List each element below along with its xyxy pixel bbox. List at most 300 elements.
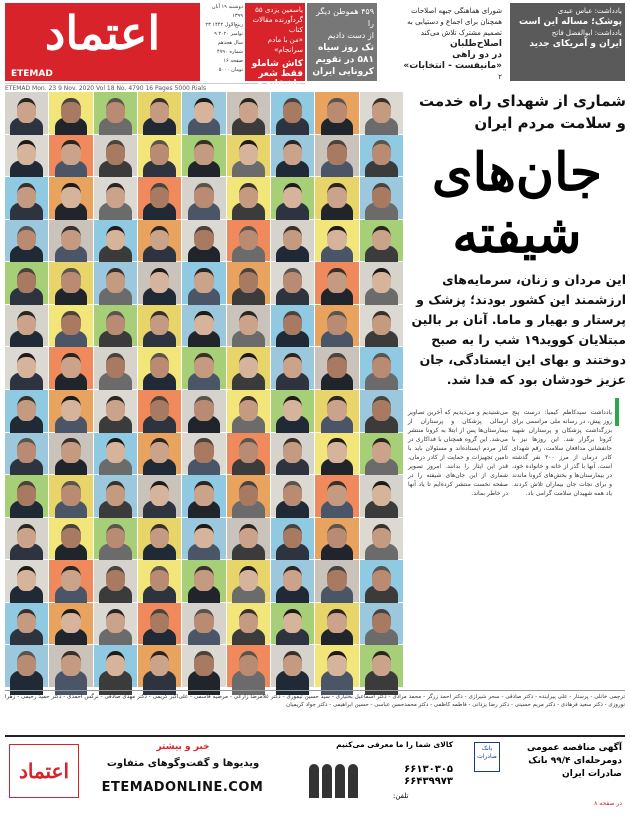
portrait-photo <box>271 135 314 177</box>
portrait-photo <box>138 135 181 177</box>
person-silhouette-icon <box>335 764 345 798</box>
etemad-online-ad[interactable] <box>5 738 280 814</box>
portrait-face <box>372 183 391 208</box>
portrait-face <box>194 226 213 251</box>
portrait-photo <box>182 220 225 262</box>
portrait-photo <box>182 645 225 687</box>
culture-teaser-line: «من با مادم سرانجام» <box>267 36 303 54</box>
portrait-face <box>61 438 80 463</box>
portrait-face <box>106 651 125 676</box>
culture-teaser-line: گردآورنده مقالات کتاب <box>252 16 303 34</box>
portrait-photo <box>360 390 403 432</box>
portrait-photo <box>138 603 181 645</box>
portrait-face <box>194 481 213 506</box>
classified-phone-2[interactable]: ۶۶۴۳۹۹۷۳ <box>404 776 453 787</box>
portrait-photo <box>227 390 270 432</box>
portrait-photo <box>271 262 314 304</box>
lead-headline: جان‌های شیفته <box>431 142 603 265</box>
portrait-photo <box>138 645 181 687</box>
opinion-teaser-line: ایران و آمریکای جدید <box>529 39 622 49</box>
politics-teaser-line: همچنان برای اجماع و دستیابی به <box>407 18 502 26</box>
portrait-photo <box>138 347 181 389</box>
portrait-face <box>150 226 169 251</box>
issue-date-line: ۲۳ ربیع‌الاول ۱۴۴۲ <box>205 22 243 28</box>
portrait-face <box>17 353 36 378</box>
portrait-photo <box>360 220 403 262</box>
person-silhouette-icon <box>309 764 319 798</box>
portrait-photo <box>5 603 48 645</box>
portrait-photo <box>271 560 314 602</box>
covid-deaths-teaser[interactable] <box>307 3 377 81</box>
issue-date-block <box>205 3 243 81</box>
portrait-photo <box>182 92 225 134</box>
portrait-face <box>283 396 302 421</box>
portrait-photo <box>227 433 270 475</box>
portrait-photo <box>138 390 181 432</box>
portrait-photo <box>49 645 92 687</box>
portrait-face <box>327 396 346 421</box>
portrait-face <box>372 566 391 591</box>
portrait-face <box>17 438 36 463</box>
portrait-photo <box>49 347 92 389</box>
culture-teaser-line: یاسمین یزدی ۵۵ <box>255 6 303 14</box>
portrait-face <box>194 651 213 676</box>
portrait-photo <box>315 92 358 134</box>
portrait-photo <box>227 603 270 645</box>
bank-tender-ad[interactable] <box>470 738 625 814</box>
portrait-photo <box>271 475 314 517</box>
portrait-face <box>239 651 258 676</box>
portrait-face <box>17 609 36 634</box>
portrait-photo <box>5 645 48 687</box>
portrait-face <box>239 566 258 591</box>
portrait-face <box>17 566 36 591</box>
portrait-photo <box>138 475 181 517</box>
portrait-photo <box>138 560 181 602</box>
portrait-photo <box>49 305 92 347</box>
opinion-teaser-line: یادداشت: ابوالفضل فاتح <box>551 29 622 37</box>
portrait-photo <box>315 433 358 475</box>
portrait-photo <box>227 177 270 219</box>
portrait-photo <box>94 603 137 645</box>
portrait-face <box>283 183 302 208</box>
portrait-photo <box>5 475 48 517</box>
newspaper-logo[interactable] <box>5 3 200 81</box>
portrait-face <box>150 311 169 336</box>
portrait-face <box>372 140 391 165</box>
portrait-face <box>194 396 213 421</box>
portrait-photo <box>360 305 403 347</box>
portrait-face <box>194 98 213 123</box>
portrait-face <box>194 438 213 463</box>
portrait-photo <box>315 177 358 219</box>
portrait-photo <box>271 347 314 389</box>
portrait-photo <box>5 135 48 177</box>
portrait-face <box>106 353 125 378</box>
portrait-photo <box>360 135 403 177</box>
covid-teaser-line: از دست دادیم <box>327 31 374 40</box>
portrait-photo <box>182 305 225 347</box>
portrait-face <box>372 98 391 123</box>
portrait-face <box>327 98 346 123</box>
portrait-face <box>150 183 169 208</box>
portrait-photo <box>94 177 137 219</box>
portrait-photo <box>182 560 225 602</box>
portrait-photo <box>182 475 225 517</box>
portrait-photo <box>315 603 358 645</box>
portrait-face <box>239 268 258 293</box>
opinion-teaser-line: پوشک؛ مساله این است <box>518 17 622 27</box>
portrait-face <box>150 438 169 463</box>
portrait-photo <box>227 560 270 602</box>
issue-date-line: ۱۶ صفحه <box>223 58 243 64</box>
portrait-face <box>283 481 302 506</box>
portrait-face <box>106 268 125 293</box>
portrait-face <box>194 183 213 208</box>
martyrs-photo-grid <box>5 92 403 687</box>
portrait-face <box>17 524 36 549</box>
portrait-photo <box>360 603 403 645</box>
portrait-face <box>17 140 36 165</box>
portrait-photo <box>315 220 358 262</box>
portrait-photo <box>5 560 48 602</box>
portrait-photo <box>227 305 270 347</box>
portrait-photo <box>182 603 225 645</box>
issue-date-line: دوشنبه ۱۹ آبان ۱۳۹۹ <box>211 4 243 19</box>
portrait-photo <box>227 645 270 687</box>
issue-info-strip: ETEMAD Mon. 23 9 Nov. 2020 Vol 18 No. 4790 16 Pages 5000 Rials <box>5 83 305 94</box>
portrait-photo <box>182 135 225 177</box>
portrait-photo <box>49 177 92 219</box>
portrait-photo <box>5 518 48 560</box>
portrait-photo <box>360 475 403 517</box>
portrait-face <box>327 438 346 463</box>
portrait-face <box>61 183 80 208</box>
portrait-face <box>150 353 169 378</box>
portrait-photo <box>138 433 181 475</box>
politics-teaser-line: در دو راهی <box>452 50 502 60</box>
portrait-face <box>61 566 80 591</box>
portrait-photo <box>315 262 358 304</box>
lead-story[interactable] <box>408 90 626 390</box>
portrait-photo <box>138 518 181 560</box>
portrait-face <box>283 566 302 591</box>
portrait-photo <box>315 560 358 602</box>
portrait-face <box>327 566 346 591</box>
portrait-photo <box>315 305 358 347</box>
issue-date-line: ۵۰۰۰ تومان <box>218 67 243 73</box>
bank-tender-text: آگهی مناقصه عمومی دومرحله‌ای ۹۹/۴ بانک صادرات ایران <box>527 743 622 779</box>
portrait-face <box>239 226 258 251</box>
portrait-face <box>283 268 302 293</box>
portrait-face <box>194 311 213 336</box>
classified-phone-1[interactable]: ۶۶۱۳۰۳۰۵ <box>404 764 453 775</box>
portrait-face <box>239 438 258 463</box>
politics-teaser-lines <box>383 6 502 72</box>
portrait-face <box>106 396 125 421</box>
portrait-face <box>61 226 80 251</box>
portrait-face <box>61 311 80 336</box>
portrait-face <box>194 524 213 549</box>
portrait-photo <box>5 305 48 347</box>
portrait-photo <box>182 433 225 475</box>
portrait-photo <box>271 305 314 347</box>
logo-latin: ETEMAD <box>11 69 53 79</box>
portrait-face <box>283 140 302 165</box>
culture-teaser-lines <box>247 5 303 55</box>
portrait-photo <box>49 560 92 602</box>
portrait-photo <box>94 135 137 177</box>
portrait-face <box>327 268 346 293</box>
portrait-photo <box>360 262 403 304</box>
portrait-photo <box>49 475 92 517</box>
portrait-photo <box>5 390 48 432</box>
portrait-face <box>372 524 391 549</box>
etemad-online-logo: اعتماد <box>9 744 79 798</box>
portrait-face <box>150 98 169 123</box>
portrait-face <box>283 524 302 549</box>
bank-tender-ref: در صفحه ۸ <box>594 800 622 807</box>
portrait-photo <box>49 518 92 560</box>
portrait-photo <box>227 220 270 262</box>
portrait-photo <box>49 433 92 475</box>
classified-phones[interactable] <box>363 764 453 788</box>
portrait-face <box>106 438 125 463</box>
portrait-face <box>150 609 169 634</box>
politics-teaser-page: ۲ <box>498 73 502 81</box>
issue-date-line: ۹ نوامبر ۲۰۲۰ <box>214 31 243 37</box>
portrait-photo <box>5 177 48 219</box>
portrait-face <box>283 311 302 336</box>
portrait-face <box>327 226 346 251</box>
opinion-teasers[interactable] <box>510 3 625 81</box>
portrait-photo <box>271 177 314 219</box>
portrait-photo <box>49 92 92 134</box>
portrait-photo <box>94 305 137 347</box>
opinion-teaser-line: یادداشت: عباس عبدی <box>557 7 622 15</box>
logo-wordmark: اعتماد <box>44 6 161 60</box>
portrait-face <box>372 226 391 251</box>
portrait-face <box>372 353 391 378</box>
portrait-face <box>372 396 391 421</box>
portrait-photo <box>49 220 92 262</box>
portrait-photo <box>315 347 358 389</box>
portrait-photo <box>138 262 181 304</box>
portrait-face <box>61 481 80 506</box>
portrait-photo <box>271 645 314 687</box>
portrait-face <box>194 609 213 634</box>
portrait-photo <box>182 177 225 219</box>
portrait-photo <box>360 433 403 475</box>
portrait-face <box>372 609 391 634</box>
portrait-photo <box>315 518 358 560</box>
lead-body-column-2: می‌شنیدیم و می‌دیدیم که آخرین تصاویر ارسالی پزشکان و پرستاران از بیمارستان‌ها پس از ابتلا به کرونا منتشر می‌شد. این گروه همچنان با فداکاری در کنار مردم ایستاده‌اند و مسئولان باید با تامین تجهیزات و حمایت از کادر درمان، قدر این ایثار را بدانند. امروز تصویر شماری از این جان‌های شیفته را در صفحه نخست منتشر کرده‌ایم تا یاد آنها در خاطر بماند. <box>408 409 508 497</box>
portrait-photo <box>94 347 137 389</box>
portrait-face <box>327 140 346 165</box>
portrait-face <box>17 311 36 336</box>
portrait-photo <box>5 220 48 262</box>
portrait-face <box>372 311 391 336</box>
portrait-photo <box>227 135 270 177</box>
portrait-photo <box>360 347 403 389</box>
portrait-photo <box>271 518 314 560</box>
portrait-photo <box>94 262 137 304</box>
portrait-photo <box>227 262 270 304</box>
issue-date-line: شماره ۴۷۹۰ <box>217 49 243 55</box>
portrait-face <box>283 353 302 378</box>
portrait-face <box>239 524 258 549</box>
covid-teaser-line: ۴۵۹ هموطن دیگر را <box>315 7 374 28</box>
portrait-photo <box>271 220 314 262</box>
portrait-photo <box>5 347 48 389</box>
portrait-photo <box>94 518 137 560</box>
portrait-face <box>372 651 391 676</box>
portrait-photo <box>360 177 403 219</box>
portrait-photo <box>227 347 270 389</box>
portrait-face <box>17 651 36 676</box>
bank-logo-icon: بانک صادرات <box>474 742 500 772</box>
classified-title: کالای شما را ما معرفی می‌کنیم <box>336 740 453 749</box>
portrait-face <box>194 353 213 378</box>
portrait-face <box>106 183 125 208</box>
classified-ad[interactable] <box>305 738 455 814</box>
portrait-face <box>61 396 80 421</box>
portrait-face <box>61 651 80 676</box>
etemad-online-line2: ویدیوها و گفت‌وگوهای متفاوت <box>106 758 260 769</box>
portrait-photo <box>94 220 137 262</box>
portrait-face <box>17 98 36 123</box>
portrait-face <box>106 98 125 123</box>
politics-teaser-line: شورای هماهنگی جبهه اصلاحات <box>411 7 502 15</box>
portrait-face <box>372 268 391 293</box>
portrait-photo <box>49 390 92 432</box>
portrait-face <box>239 396 258 421</box>
portrait-face <box>239 311 258 336</box>
portrait-face <box>17 481 36 506</box>
portrait-face <box>106 609 125 634</box>
portrait-photo <box>360 92 403 134</box>
section-accent-bar <box>615 398 619 426</box>
portrait-photo <box>315 475 358 517</box>
portrait-face <box>106 481 125 506</box>
portrait-face <box>239 353 258 378</box>
politics-teaser[interactable] <box>380 3 505 81</box>
politics-teaser-line: «مانیفست - انتخابات» <box>403 61 502 71</box>
portrait-photo <box>271 390 314 432</box>
portrait-face <box>283 609 302 634</box>
covid-teaser-line: کرونایی ایران <box>312 67 374 77</box>
portrait-photo <box>138 220 181 262</box>
portrait-face <box>194 140 213 165</box>
portrait-photo <box>5 433 48 475</box>
person-silhouette-icon <box>348 764 358 798</box>
covid-teaser-line: ۵۸۱ در تقویم <box>315 55 374 65</box>
portrait-face <box>327 311 346 336</box>
culture-teaser-headline: کاش شاملو فقط شعر عاشقانه و <box>251 59 303 89</box>
portrait-face <box>61 98 80 123</box>
portrait-face <box>61 140 80 165</box>
portrait-face <box>106 566 125 591</box>
portrait-face <box>150 140 169 165</box>
portrait-face <box>372 481 391 506</box>
martyrs-names-list: ترجمی خانلی - پرستار - علی پیراینده - دکتر صادقی - سحر شیرازی - دکتر احمد زرگر - محمد مرادی - دکتر اسماعیل بختیاری - سید حسین تیموری - دکتر غلامرضا زارعی - مرضیه قاسمی - علی‌اکبر کریمی - دکتر مهدی صادقی - نرگس احمدی - دکتر حمید رحیمی - زهرا نوروزی - دکتر سعید فرهادی - دکتر مریم حسینی - دکتر رضا یزدانی - فاطمه کاظمی - دکتر محمدحسن عباسی - حسین ابراهیمی - دکتر جواد کریمیان <box>5 690 625 733</box>
portrait-face <box>239 609 258 634</box>
portrait-photo <box>315 135 358 177</box>
portrait-photo <box>94 645 137 687</box>
portrait-photo <box>5 262 48 304</box>
portrait-face <box>17 226 36 251</box>
covid-teaser-line: تک روز سیاه <box>317 43 374 53</box>
portrait-face <box>106 524 125 549</box>
portrait-face <box>106 311 125 336</box>
portrait-face <box>327 481 346 506</box>
portrait-face <box>150 396 169 421</box>
portrait-face <box>17 268 36 293</box>
portrait-face <box>194 268 213 293</box>
portrait-photo <box>5 92 48 134</box>
portrait-face <box>150 651 169 676</box>
portrait-face <box>327 183 346 208</box>
portrait-face <box>194 566 213 591</box>
portrait-photo <box>360 560 403 602</box>
lead-summary: این مردان و زنان، سرمایه‌های ارزشمند این کشور بودند؛ پزشک و پرستار و بهیار و ماما. آنان بر بالین مبتلایان کووید۱۹ شب را به صبح دوختند و بهای این ایستادگی، جان عزیز خودشان بود که فدا شد. <box>411 272 626 387</box>
portrait-face <box>61 353 80 378</box>
portrait-photo <box>227 92 270 134</box>
portrait-face <box>372 438 391 463</box>
classified-phone-label: تلفن: <box>393 792 409 800</box>
portrait-face <box>327 609 346 634</box>
portrait-photo <box>94 92 137 134</box>
issue-date-line: سال هجدهم <box>217 40 243 46</box>
lead-kicker: شماری از شهدای راه خدمت و سلامت مردم ایران <box>419 92 626 132</box>
portrait-face <box>61 524 80 549</box>
lead-body-column-1: یادداشت سیدکاظم کیمیا: درست پنج روز پیش، در رسانه ملی مراسمی برای بزرگداشت پزشکان و پرستاران شهید کرونا برگزار شد. این روزها نیز با جانفشانی مدافعان سلامت، رقم شهدای کادر درمان از مرز ۲۰۰ نفر گذشته است. آنها با گذر از خانه و خانواده خود، در بیمارستان‌ها و بخش‌های کرونا ماندند و برای نجات جان بیماران تلاش کردند. یاد همه شهیدان سلامت گرامی باد. <box>512 409 613 497</box>
portrait-photo <box>182 262 225 304</box>
portrait-face <box>106 226 125 251</box>
portrait-photo <box>315 645 358 687</box>
portrait-photo <box>94 433 137 475</box>
portrait-photo <box>360 645 403 687</box>
portrait-face <box>17 183 36 208</box>
portrait-face <box>283 226 302 251</box>
portrait-photo <box>138 305 181 347</box>
portrait-face <box>17 396 36 421</box>
portrait-face <box>150 268 169 293</box>
portrait-photo <box>360 518 403 560</box>
portrait-face <box>327 651 346 676</box>
portrait-photo <box>182 518 225 560</box>
portrait-face <box>150 566 169 591</box>
portrait-photo <box>271 92 314 134</box>
portrait-photo <box>94 475 137 517</box>
person-silhouette-icon <box>322 764 332 798</box>
portrait-face <box>150 524 169 549</box>
portrait-face <box>239 140 258 165</box>
portrait-photo <box>271 433 314 475</box>
etemad-online-url[interactable]: ETEMADONLINE.COM <box>101 780 264 795</box>
portrait-face <box>283 98 302 123</box>
portrait-photo <box>271 603 314 645</box>
portrait-face <box>327 353 346 378</box>
portrait-photo <box>315 390 358 432</box>
politics-teaser-line: تصمیم مشترک تلاش می‌کند <box>420 29 502 37</box>
politics-teaser-line: اصلاح‌طلبان <box>450 39 502 49</box>
portrait-photo <box>227 475 270 517</box>
portrait-photo <box>94 560 137 602</box>
portrait-face <box>239 183 258 208</box>
culture-teaser[interactable] <box>245 3 305 89</box>
portrait-photo <box>49 603 92 645</box>
